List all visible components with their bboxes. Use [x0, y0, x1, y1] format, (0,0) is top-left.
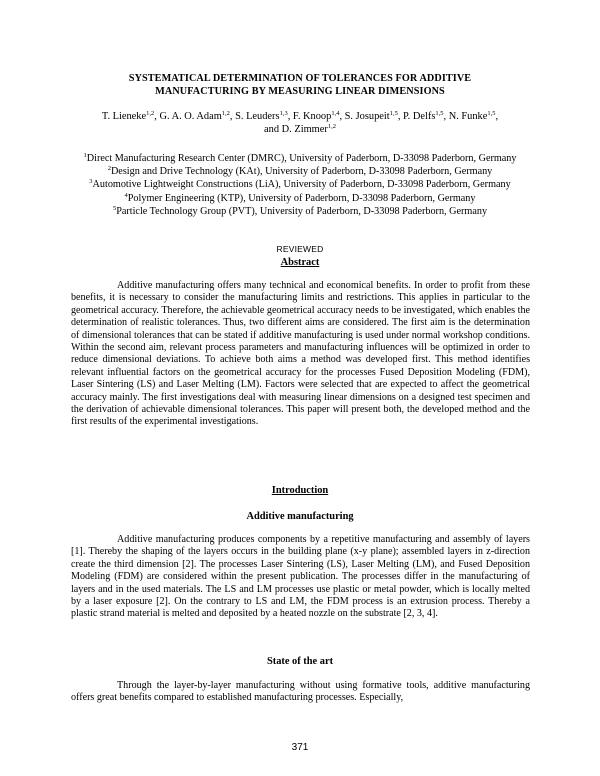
author: T. Lieneke$^{1,2}$,: [101, 110, 160, 122]
author: P. Delfs$^{1,5}$,: [403, 110, 449, 122]
author: N. Funke$^{1,5}$,: [448, 110, 499, 122]
author: G. A. O. Adam$^{1,2}$,: [159, 110, 236, 122]
title-line: SYSTEMATICAL DETERMINATION OF TOLERANCES FOR ADDITIVE: [128, 73, 472, 84]
page-number: 371: [291, 742, 309, 753]
abstract-text: Additive manufacturing offers many technical and economical benefits. In order to profit from these benefits, it is necessary to consider the manufacturing limits and restrictions. This applies in particular to the geometrical accuracy. Therefore, the achievable geometrical accuracy needs to be investigated, which enables the determination of realistic tolerances. Thus, two different aims are considered. The first aim is the determination of dimensional tolerances that can be stated if additive manufacturing is used under normal workshop conditions. Within the second aim, relevant process parameters and manufacturing influences will be optimized in order to reduce dimensional deviations. To achieve both aims a method was developed first. This method identifies relevant influential factors on the geometrical accuracy for the processes Fused Deposition Modeling (FDM), Laser Sintering (LS) and Laser Melting (LM). Factors were selected that are expected to affect the geometrical accuracy mainly. The first investigations deal with measuring linear dimensions on a designed test specimen and the derivation of achievable dimensional tolerances. This paper will present both, the developed method and the first results of the experimental investigations.: [71, 280, 530, 428]
author: and D. Zimmer$^{1,2}$: [264, 123, 336, 135]
affiliation: $^3$Automotive Lightweight Constructions (LiA), University of Paderborn, D-33098 Paderborn, Germany: [89, 178, 511, 191]
state-of-the-art-heading: State of the art: [266, 656, 334, 667]
author-list: [68, 110, 532, 136]
reviewed-stamp: REVIEWED: [276, 244, 324, 254]
paper-title: [60, 72, 540, 98]
additive-manufacturing-heading: Additive manufacturing: [246, 511, 354, 522]
affiliation: $^4$Polymer Engineering (KTP), University of Paderborn, D-33098 Paderborn, Germany: [124, 191, 476, 204]
affiliation: $^1$Direct Manufacturing Research Center (DMRC), University of Paderborn, D-33098 Paderborn, Germany: [83, 152, 517, 164]
affiliation: $^5$Particle Technology Group (PVT), University of Paderborn, D-33098 Paderborn, Germany: [112, 204, 488, 217]
additive-manufacturing-text: Additive manufacturing produces components by a repetitive manufacturing and assembly of layers [1]. Thereby the shaping of the layers occurs in the building plane (x-y plane); assembled layers in z-direction create the third dimension [2]. The processes Laser Sintering (LS), Laser Melting (LM), and Fused Deposition Modeling (FDM) are considered within the present publication. The processes differ in the manufacturing of layers and in the used materials. The LS and LM processes use plastic or metal powder, which is locally melted by a laser exposure [2]. On the contrary to LS and LM, the FDM process is an extrusion process. Thereby a plastic strand material is melted and deposited by a heated nozzle on the substrate [2, 3, 4].: [71, 534, 530, 620]
author: S. Leuders$^{1,3}$,: [235, 110, 293, 122]
state-of-the-art-text: Through the layer-by-layer manufacturing without using formative tools, additive manufacturing offers great benefits compared to established manufacturing processes. Especially,: [71, 680, 530, 704]
affiliation-list: [68, 152, 532, 218]
title-line: MANUFACTURING BY MEASURING LINEAR DIMENSIONS: [155, 86, 445, 97]
abstract-heading: Abstract: [280, 257, 320, 268]
author: F. Knoop$^{1,4}$,: [292, 110, 345, 122]
introduction-heading: Introduction: [271, 485, 329, 496]
affiliation: $^2$Design and Drive Technology (KAt), University of Paderborn, D-33098 Paderborn, Germany: [107, 165, 493, 178]
author: S. Josupeit$^{1,5}$,: [344, 110, 404, 122]
